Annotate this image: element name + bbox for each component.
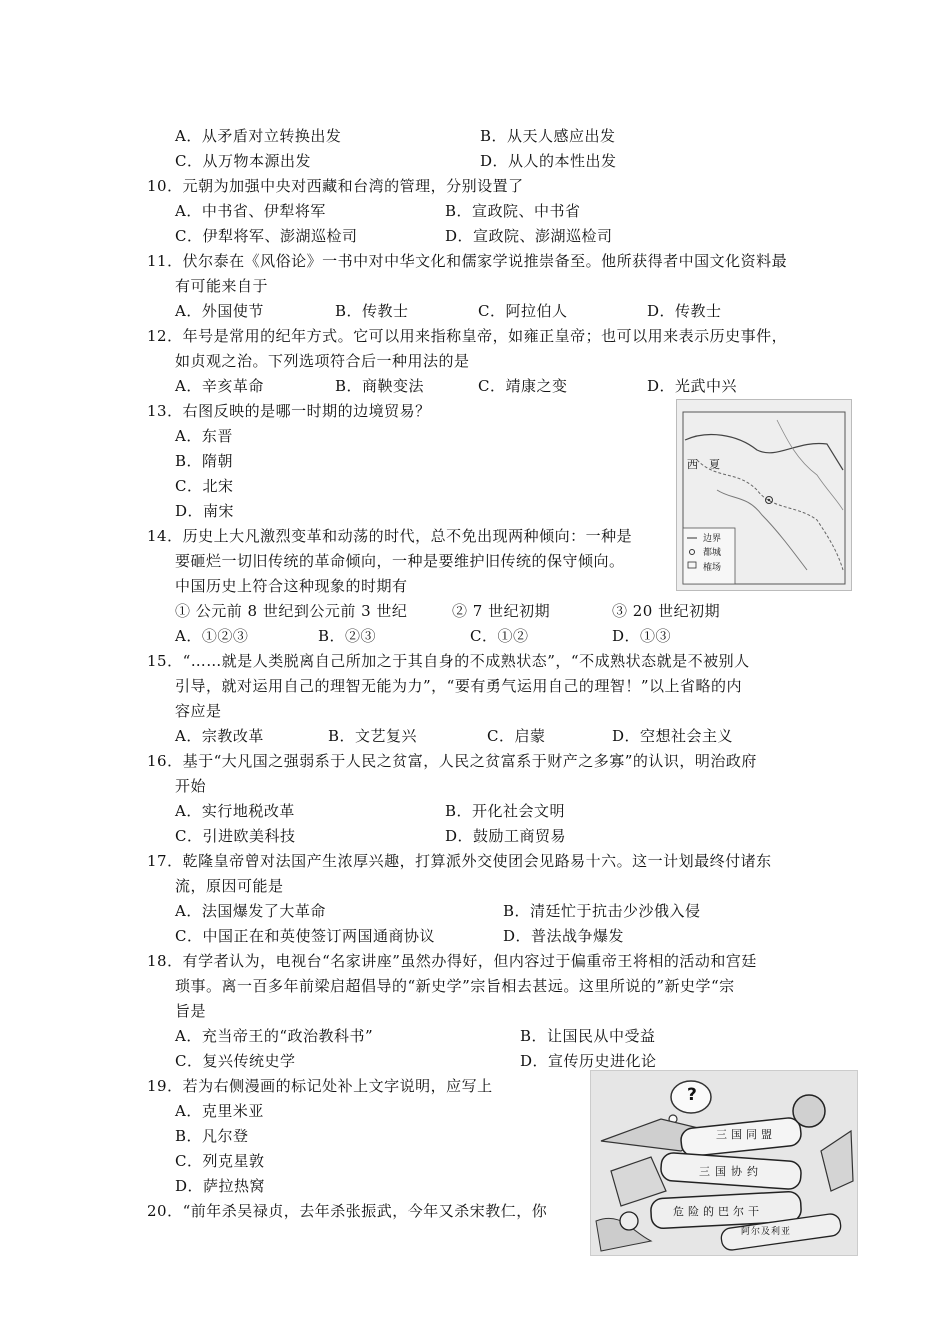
map-legend-capital: 都城 <box>703 548 722 558</box>
q14-stem-line1: 14．历史上大凡激烈变革和动荡的时代，总不免出现两种倾向：一种是 <box>147 527 633 545</box>
q12-option-c: C．靖康之变 <box>478 377 568 395</box>
q14-stem-line2: 要砸烂一切旧传统的革命倾向，一种是要维护旧传统的保守倾向。 <box>175 552 625 570</box>
map-label-west: 西 <box>687 458 698 471</box>
q11-option-d: D．传教士 <box>647 302 722 320</box>
q17-stem-line1: 17．乾隆皇帝曾对法国产生浓厚兴趣，打算派外交使团会见路易十六。这一计划最终付诸东 <box>147 852 772 870</box>
q13-stem: 13．右图反映的是哪一时期的边境贸易？ <box>147 402 431 420</box>
q19-stem: 19．若为右侧漫画的标记处补上文字说明，应写上 <box>147 1077 493 1095</box>
q15-option-d: D．空想社会主义 <box>612 727 734 745</box>
q19-option-d: D．萨拉热窝 <box>175 1177 266 1195</box>
cartoon-question-mark: ? <box>687 1085 697 1105</box>
q9-option-b: B．从天人感应出发 <box>480 127 616 145</box>
q15-stem-line2: 引导，就对运用自己的理智无能为力”，“要有勇气运用自己的理智！”以上省略的内 <box>175 677 743 695</box>
q9-option-c: C．从万物本源出发 <box>175 152 311 170</box>
q11-stem-line1: 11．伏尔泰在《风俗论》一书中对中华文化和儒家学说推崇备至。他所获得者中国文化资料最 <box>147 252 788 270</box>
q14-item-1: ① 公元前 8 世纪到公元前 3 世纪 <box>175 602 408 620</box>
border-trade-map <box>676 399 852 591</box>
q13-option-c: C．北宋 <box>175 477 234 495</box>
q10-option-c: C．伊犁将军、澎湖巡检司 <box>175 227 358 245</box>
q19-option-a: A．克里米亚 <box>175 1102 264 1120</box>
q14-option-a: A．①②③ <box>175 627 249 645</box>
q17-option-a: A．法国爆发了大革命 <box>175 902 326 920</box>
q16-stem-line2: 开始 <box>175 777 207 795</box>
q18-option-a: A．充当帝王的“政治教科书” <box>175 1027 374 1045</box>
q15-option-c: C．启蒙 <box>487 727 546 745</box>
q17-stem-line2: 流，原因可能是 <box>175 877 284 895</box>
q17-option-c: C．中国正在和英使签订两国通商协议 <box>175 927 435 945</box>
q13-option-d: D．南宋 <box>175 502 235 520</box>
q10-option-b: B．宣政院、中书省 <box>445 202 581 220</box>
q19-option-c: C．列克星敦 <box>175 1152 265 1170</box>
map-legend-border: 边界 <box>703 534 722 544</box>
q9-option-a: A．从矛盾对立转换出发 <box>175 127 342 145</box>
cartoon-scroll-triple-entente: 三国协约 <box>699 1165 763 1178</box>
q11-option-c: C．阿拉伯人 <box>478 302 568 320</box>
q18-option-d: D．宣传历史进化论 <box>520 1052 657 1070</box>
q12-option-b: B．商鞅变法 <box>335 377 425 395</box>
q14-item-2: ② 7 世纪初期 <box>452 602 551 620</box>
q18-option-c: C．复兴传统史学 <box>175 1052 296 1070</box>
q18-stem-line1: 18．有学者认为，电视台“名家讲座”虽然办得好，但内容过于偏重帝王将相的活动和宫廷 <box>147 952 757 970</box>
q11-option-b: B．传教士 <box>335 302 409 320</box>
q10-option-a: A．中书省、伊犁将军 <box>175 202 326 220</box>
q13-option-a: A．东晋 <box>175 427 233 445</box>
q11-option-a: A．外国使节 <box>175 302 264 320</box>
q18-stem-line2: 琐事。离一百多年前梁启超倡导的“新史学”宗旨相去甚远。这里所说的”新史学“宗 <box>175 977 735 995</box>
q16-stem-line1: 16．基于“大凡国之强弱系于人民之贫富，人民之贫富系于财产之多寡”的认识，明治政府 <box>147 752 757 770</box>
cartoon-scroll-algeria: 阿尔及利亚 <box>741 1227 792 1237</box>
q11-stem-line2: 有可能来自于 <box>175 277 269 295</box>
q12-stem-line1: 12．年号是常用的纪年方式。它可以用来指称皇帝，如雍正皇帝；也可以用来表示历史事件， <box>147 327 788 345</box>
q19-option-b: B．凡尔登 <box>175 1127 249 1145</box>
q14-option-c: C．①② <box>470 627 529 645</box>
map-label-xia: 夏 <box>709 458 720 471</box>
q18-stem-line3: 旨是 <box>175 1002 207 1020</box>
q16-option-a: A．实行地税改革 <box>175 802 295 820</box>
q16-option-b: B．开化社会文明 <box>445 802 566 820</box>
q10-option-d: D．宣政院、澎湖巡检司 <box>445 227 613 245</box>
q15-stem-line1: 15．“……就是人类脱离自己所加之于其自身的不成熟状态”，“不成熟状态就是不被别人 <box>147 652 750 670</box>
cartoon-scroll-balkans: 危险的巴尔干 <box>673 1205 763 1218</box>
q14-option-b: B．②③ <box>318 627 377 645</box>
map-legend-market: 榷场 <box>703 563 722 573</box>
q12-stem-line2: 如贞观之治。下列选项符合后一种用法的是 <box>175 352 470 370</box>
q13-option-b: B．隋朝 <box>175 452 234 470</box>
q18-option-b: B．让国民从中受益 <box>520 1027 656 1045</box>
q15-option-a: A．宗教改革 <box>175 727 264 745</box>
q15-stem-line3: 容应是 <box>175 702 222 720</box>
q17-option-d: D．普法战争爆发 <box>503 927 625 945</box>
q14-stem-line3: 中国历史上符合这种现象的时期有 <box>175 577 408 595</box>
q16-option-c: C．引进欧美科技 <box>175 827 296 845</box>
cartoon-scroll-triple-alliance: 三国同盟 <box>716 1128 776 1141</box>
q17-option-b: B．清廷忙于抗击少沙俄入侵 <box>503 902 701 920</box>
q9-option-d: D．从人的本性出发 <box>480 152 617 170</box>
q20-stem: 20．“前年杀吴禄贞，去年杀张振武，今年又杀宋教仁，你 <box>147 1202 548 1220</box>
q14-option-d: D．①③ <box>612 627 672 645</box>
powder-keg-cartoon <box>590 1070 858 1256</box>
q15-option-b: B．文艺复兴 <box>328 727 418 745</box>
q16-option-d: D．鼓励工商贸易 <box>445 827 567 845</box>
q12-option-a: A．辛亥革命 <box>175 377 264 395</box>
q14-item-3: ③ 20 世纪初期 <box>612 602 721 620</box>
q12-option-d: D．光武中兴 <box>647 377 738 395</box>
q10-stem: 10．元朝为加强中央对西藏和台湾的管理，分别设置了 <box>147 177 524 195</box>
